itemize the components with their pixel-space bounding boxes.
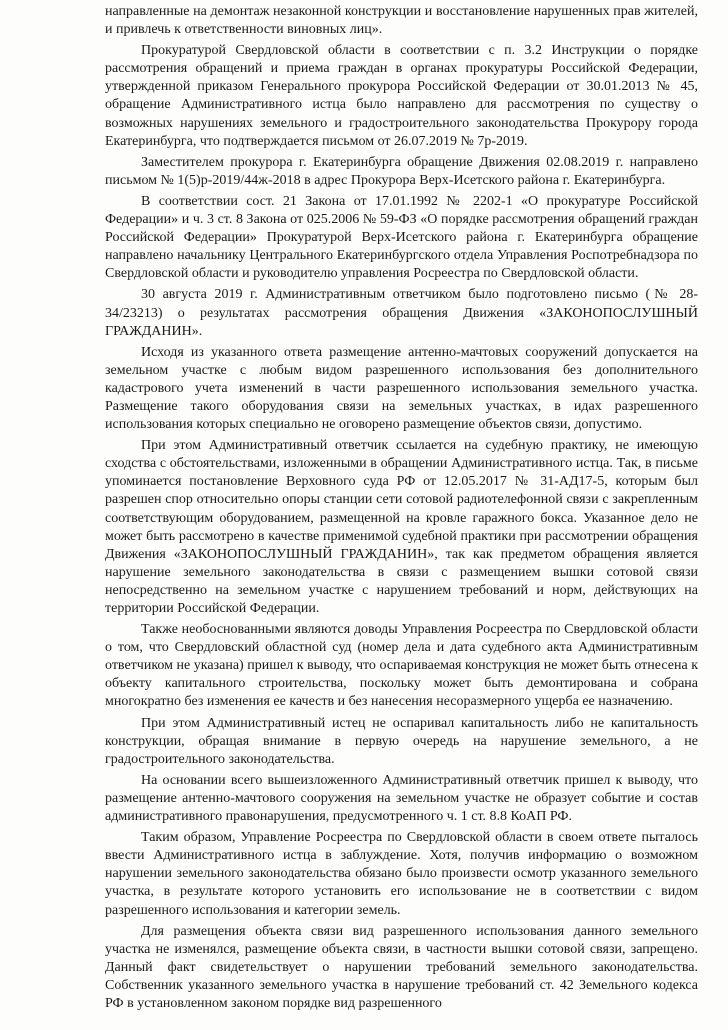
paragraph-4: В соответствии сост. 21 Закона от 17.01.1992 № 2202-1 «О прокуратуре Российской Федерации» и ч. 3 ст. 8 Закона от 025.2006 № 59-ФЗ «О порядке рассмотрения обращений граждан Российской Федерации» Прокуратурой Верх-Исетского района г. Екатеринбурга обращение направлено начальнику Центрального Екатеринбургского отдела Управления Роспотребнадзора по Свердловской области и руководителю управления Росреестра по Свердловской области.: [105, 193, 698, 282]
paragraph-5: 30 августа 2019 г. Административным ответчиком было подготовлено письмо (№ 28-34/23213) о результатах рассмотрения обращения Движения «ЗАКОНОПОСЛУШНЫЙ ГРАЖДАНИН».: [105, 287, 698, 339]
paragraph-8: Также необоснованными являются доводы Управления Росреестра по Свердловской области о том, что Свердловский областной суд (номер дела и дата судебного акта Административным ответчиком не указана) пришел к выводу, что оспариваемая конструкция не может быть отнесена к объекту капитального строительства, поскольку может быть демонтирована и собрана многократно без изменения ее качеств и без нанесения несоразмерного ущерба ее назначению.: [105, 622, 698, 710]
paragraph-11: Таким образом, Управление Росреестра по Свердловской области в своем ответе пыталось ввести Административного истца в заблуждение. Хотя, получив информацию о возможном нарушении земельного законодательства обязано было произвести осмотр указанного земельного участка, в результате которого установить его использование не в соответствии с видом разрешенного использования и категории земель.: [105, 830, 698, 918]
paragraph-10: На основании всего вышеизложенного Административный ответчик пришел к выводу, что размещение антенно-мачтового сооружения на земельном участке не образует событие и состав административного правонарушения, предусмотренного ч. 1 ст. 8.8 КоАП РФ.: [105, 772, 698, 825]
paragraph-7: При этом Административный ответчик ссылается на судебную практику, не имеющую сходства с обстоятельствами, изложенными в обращении Административного истца. Так, в письме упоминается постановление Верховного суда РФ от 12.05.2017 № 31-АД17-5, которым был разрешен спор относительно опоры станции сети сотовой радиотелефонной связи с закрепленным соответствующим оборудованием, размещенной на кровле гаражного бокса. Указанное дело не может быть рассмотрено в качестве применимой судебной практики при рассмотрении обращения Движения «ЗАКОНОПОСЛУШНЫЙ ГРАЖДАНИН», так как предметом обращения является нарушение земельного законодательства в связи с размещением вышки сотовой связи непосредственно на земельном участке с нарушением требований и норм, действующих на территории Российской Федерации.: [105, 438, 698, 616]
paragraph-12: Для размещения объекта связи вид разрешенного использования данного земельного участка не изменялся, размещение объекта связи, в частности вышки сотовой связи, запрещено. Данный факт свидетельствует о нарушении требований земельного законодательства. Собственник указанного земельного участка в нарушение требований ст. 42 Земельного кодекса РФ в установленном законом порядке вид разрешенного: [105, 923, 698, 1011]
paragraph-2: Прокуратурой Свердловской области в соответствии с п. 3.2 Инструкции о порядке рассмотрения обращений и приема граждан в органах прокуратуры Российской Федерации, утвержденной приказом Генерального прокурора Российской Федерации от 30.01.2013 № 45, обращение Административного истца было направлено для рассмотрения по существу о возможных нарушениях земельного и градостроительного законодательства Прокурору города Екатеринбурга, что подтверждается письмом от 26.07.2019 № 7р-2019.: [105, 43, 698, 149]
paragraph-3: Заместителем прокурора г. Екатеринбурга обращение Движения 02.08.2019 г. направлено письмом № 1(5)р-2019/44ж-2018 в адрес Прокурора Верх-Исетского района г. Екатеринбурга.: [105, 154, 698, 188]
paragraph-1: направленные на демонтаж незаконной конструкции и восстановление нарушенных прав жителей, и привлечь к ответственности виновных лиц».: [105, 4, 698, 38]
paragraph-6: Исходя из указанного ответа размещение антенно-мачтовых сооружений допускается на земельном участке с любым видом разрешенного использования без дополнительного кадастрового учета изменений в части разрешенного использования земельного участка. Размещение такого оборудования связи на земельных участках, в идах разрешенного использования которых специально не оговорено размещение объектов связи, допустимо.: [105, 344, 698, 433]
paragraph-9: При этом Административный истец не оспаривал капитальность либо не капитальность конструкции, обращая внимание в первую очередь на нарушение земельного, а не градостроительного законодательства.: [105, 715, 698, 767]
